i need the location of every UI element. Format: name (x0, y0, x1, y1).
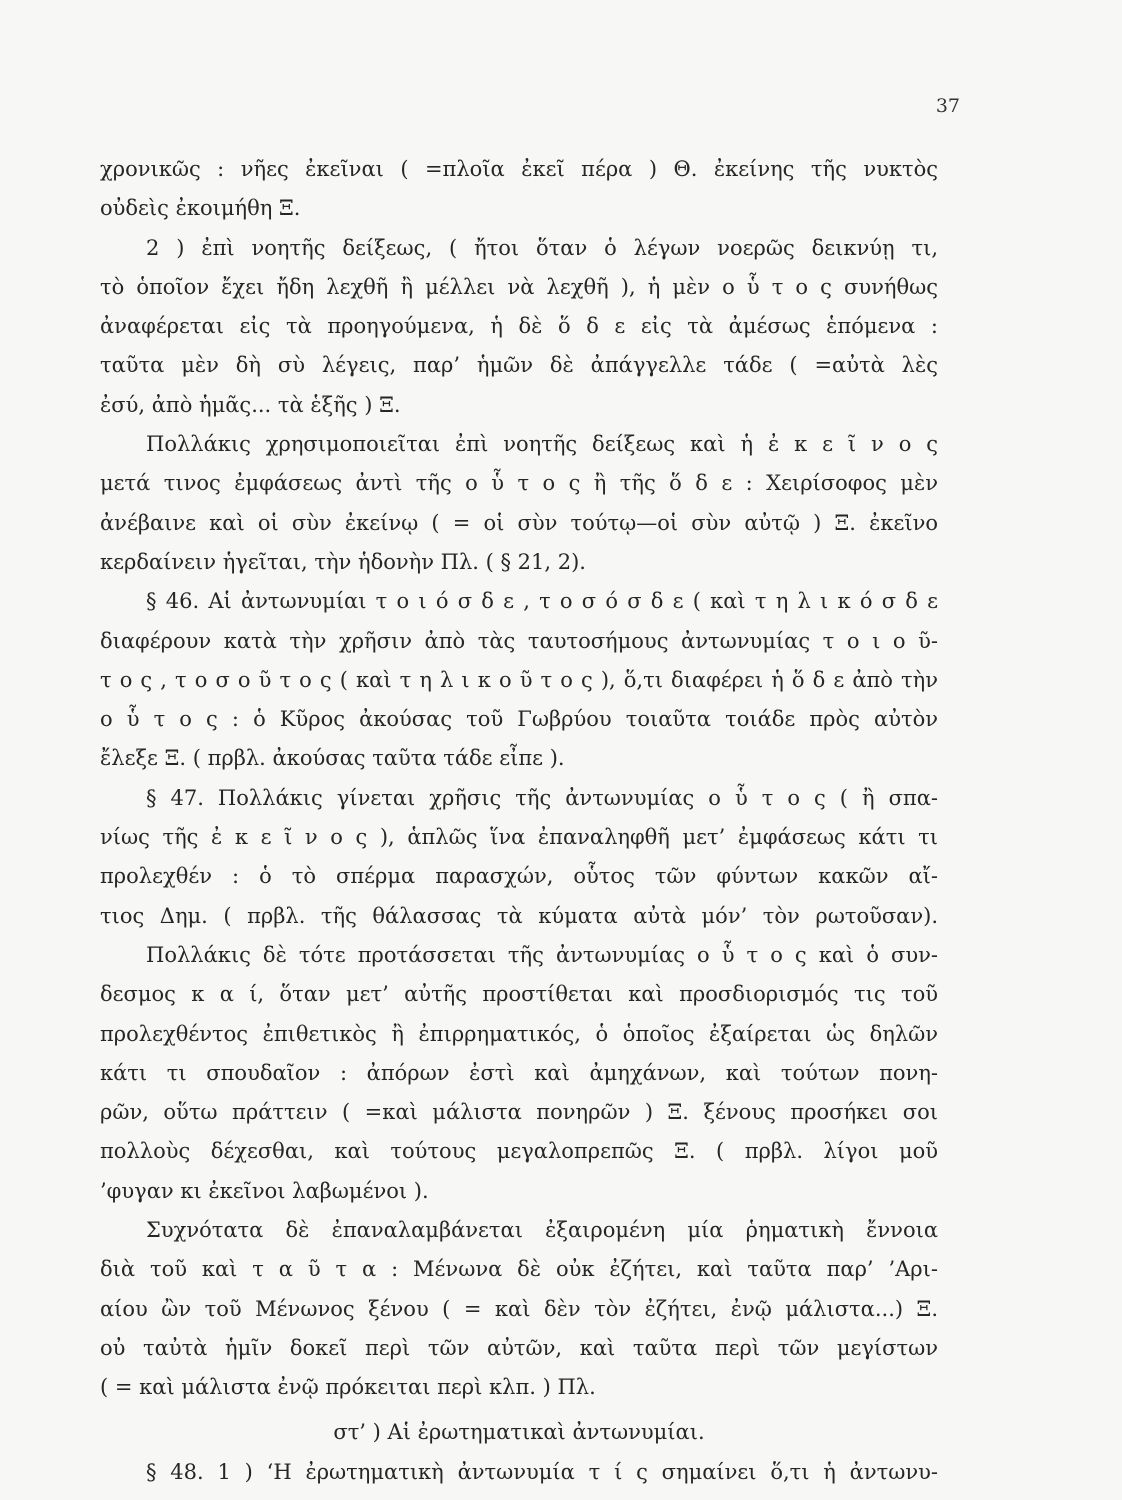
text-line: οὐ ταὐτὰ ἡμῖν δοκεῖ περὶ τῶν αὐτῶν, καὶ ταῦτα περὶ τῶν μεγίστων (100, 1335, 938, 1360)
page-number: 37 (935, 95, 960, 117)
text-line: § 48. 1 ) ‘Η ἐρωτηματικὴ ἀντωνυμία τ ί ς σημαίνει ὅ,τι ἡ ἀντωνυ- (146, 1459, 938, 1484)
text-line: κερδαίνειν ἡγεῖται, τὴν ἡδονὴν Πλ. ( § 21, 2). (100, 549, 586, 574)
text-line: τὸ ὁποῖον ἔχει ἤδη λεχθῆ ἢ μέλλει νὰ λεχθῆ ), ἡ μὲν ο ὗ τ ο ς συνήθως (100, 274, 938, 299)
text-line: πολλοὺς δέχεσθαι, καὶ τούτους μεγαλοπρεπῶς Ξ. ( πρβλ. λίγοι μοῦ (100, 1139, 938, 1164)
section-heading: στ’ ) Αἱ ἐρωτηματικαὶ ἀντωνυμίαι. (333, 1419, 705, 1444)
text-line: τιος Δημ. ( πρβλ. τῆς θάλασσας τὰ κύματα αὐτὰ μόν’ τὸν ρωτοῦσαν). (100, 903, 938, 928)
text-line: Πολλάκις δὲ τότε προτάσσεται τῆς ἀντωνυμίας ο ὗ τ ο ς καὶ ὁ συν- (146, 942, 938, 967)
text-line: κάτι τι σπουδαῖον : ἀπόρων ἐστὶ καὶ ἀμηχάνων, καὶ τούτων πονη- (100, 1060, 938, 1085)
text-line: νίως τῆς ἐ κ ε ῖ ν ο ς ), ἁπλῶς ἵνα ἐπαναληφθῆ μετ’ ἐμφάσεως κάτι τι (100, 825, 938, 850)
text-line: 2 ) ἐπὶ νοητῆς δείξεως, ( ἤτοι ὅταν ὁ λέγων νοερῶς δεικνύῃ τι, (146, 235, 938, 260)
text-line: αίου ὢν τοῦ Μένωνος ξένου ( = καὶ δὲν τὸν ἐζήτει, ἐνῷ μάλιστα...) Ξ. (100, 1296, 938, 1321)
text-line: ’φυγαν κι ἐκεῖνοι λαβωμένοι ). (100, 1178, 429, 1203)
text-line: διαφέρουν κατὰ τὴν χρῆσιν ἀπὸ τὰς ταυτοσήμους ἀντωνυμίας τ ο ι ο ῦ- (100, 628, 938, 653)
text-line: § 46. Αἱ ἀντωνυμίαι τ ο ι ό σ δ ε , τ ο σ ό σ δ ε ( καὶ τ η λ ι κ ό σ δ ε (146, 589, 938, 614)
text-line: χρονικῶς : νῆες ἐκεῖναι ( =πλοῖα ἐκεῖ πέρα ) Θ. ἐκείνης τῆς νυκτὸς (100, 157, 938, 181)
page-text (100, 150, 938, 1492)
text-line: μετά τινος ἐμφάσεως ἀντὶ τῆς ο ὗ τ ο ς ἢ τῆς ὅ δ ε : Χειρίσοφος μὲν (100, 471, 938, 496)
text-line: Συχνότατα δὲ ἐπαναλαμβάνεται ἐξαιρομένη μία ῥηματικὴ ἔννοια (146, 1218, 938, 1243)
text-line: Πολλάκις χρησιμοποιεῖται ἐπὶ νοητῆς δείξεως καὶ ἡ ἐ κ ε ῖ ν ο ς (146, 432, 938, 457)
text-line: οὐδεὶς ἐκοιμήθη Ξ. (100, 196, 301, 221)
text-line: § 47. Πολλάκις γίνεται χρῆσις τῆς ἀντωνυμίας ο ὗ τ ο ς ( ἢ σπα- (146, 785, 938, 810)
text-line: ρῶν, οὕτω πράττειν ( =καὶ μάλιστα πονηρῶν ) Ξ. ξένους προσήκει σοι (100, 1100, 938, 1125)
text-line: ἐσύ, ἀπὸ ἡμᾶς... τὰ ἑξῆς ) Ξ. (100, 392, 401, 417)
text-line: τ ο ς , τ ο σ ο ῦ τ ο ς ( καὶ τ η λ ι κ ο ῦ τ ο ς ), ὅ,τι διαφέρει ἡ ὅ δ ε ἀπὸ τὴν (100, 667, 938, 692)
text-line: ἀναφέρεται εἰς τὰ προηγούμενα, ἡ δὲ ὅ δ ε εἰς τὰ ἀμέσως ἑπόμενα : (100, 314, 938, 339)
text-line: διὰ τοῦ καὶ τ α ῦ τ α : Μένωνα δὲ οὐκ ἐζήτει, καὶ ταῦτα παρ’ ’Αρι- (100, 1257, 938, 1282)
text-line: δεσμος κ α ί, ὅταν μετ’ αὐτῆς προστίθεται καὶ προσδιορισμός τις τοῦ (100, 982, 938, 1007)
text-line: προλεχθέν : ὁ τὸ σπέρμα παρασχών, οὗτος τῶν φύντων κακῶν αἴ- (100, 864, 938, 889)
text-line: ταῦτα μὲν δὴ σὺ λέγεις, παρ’ ἡμῶν δὲ ἀπάγγελλε τάδε ( =αὐτὰ λὲς (100, 353, 938, 378)
text-line: προλεχθέντος ἐπιθετικὸς ἢ ἐπιρρηματικός, ὁ ὁποῖος ἐξαίρεται ὡς δηλῶν (100, 1021, 938, 1046)
text-line: ἔλεξε Ξ. ( πρβλ. ἀκούσας ταῦτα τάδε εἶπε ). (100, 746, 565, 771)
text-line: ἀνέβαινε καὶ οἱ σὺν ἐκείνῳ ( = οἱ σὺν τούτῳ—οἱ σὺν αὐτῷ ) Ξ. ἐκεῖνο (100, 510, 938, 535)
text-line: ο ὗ τ ο ς : ὁ Κῦρος ἀκούσας τοῦ Γωβρύου τοιαῦτα τοιάδε πρὸς αὐτὸν (100, 707, 938, 732)
text-line: ( = καὶ μάλιστα ἐνῷ πρόκειται περὶ κλπ. ) Πλ. (100, 1375, 596, 1400)
